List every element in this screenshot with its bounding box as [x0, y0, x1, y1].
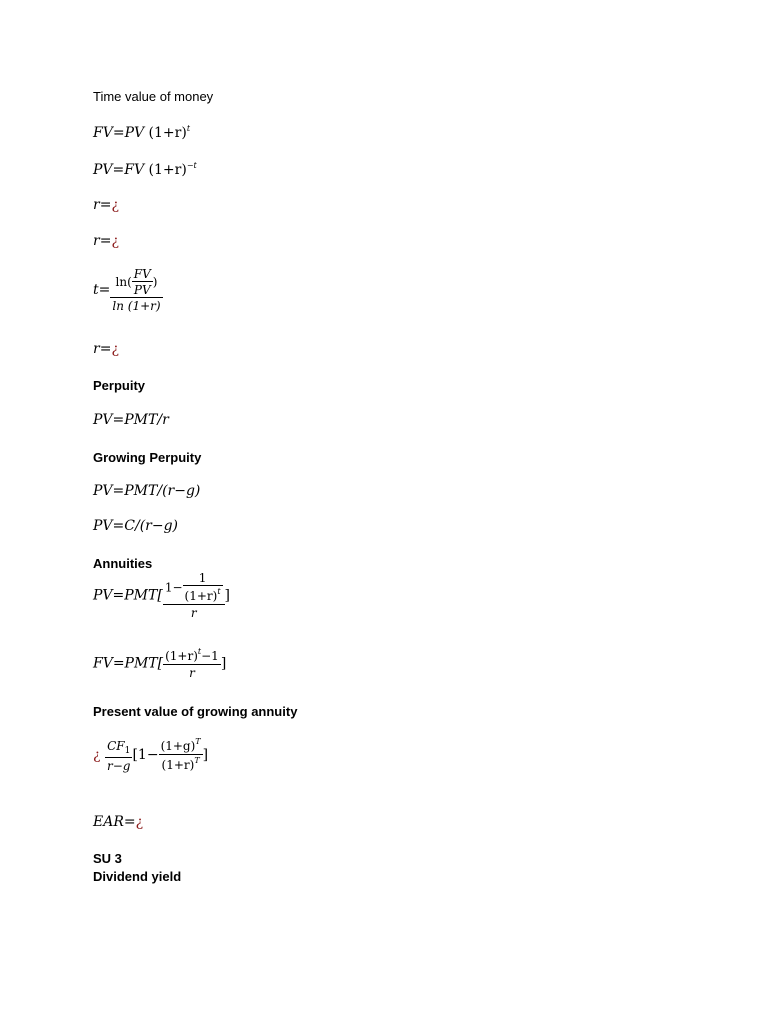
- equation-rate-1: r=¿: [93, 197, 119, 213]
- equation-time: t= ln( $\frac{FV}{PV}$ ) ln (1+r): [93, 267, 161, 313]
- equation-future-value: FV=PV $(1+r)^t$: [93, 124, 191, 141]
- heading-time-value-of-money: Time value of money: [93, 89, 214, 104]
- heading-perpuity: Perpuity: [93, 378, 146, 393]
- heading-annuities: Annuities: [93, 556, 153, 571]
- equation-perpuity: PV=PMT/r: [93, 412, 169, 428]
- equation-growing-annuity: ¿ $\frac{CF_1}{r-g}$ [1− $\frac{(1+g)^T}{(1+r)^T}$ ]: [93, 737, 209, 773]
- equation-rate-2: r=¿: [93, 233, 119, 249]
- heading-su-3: SU 3: [93, 851, 122, 866]
- equation-rate-3: r=¿: [93, 341, 119, 357]
- heading-dividend-yield: Dividend yield: [93, 869, 182, 884]
- equation-growing-perpuity-c: PV=C/(r−g): [93, 518, 178, 534]
- heading-present-value-growing-annuity: Present value of growing annuity: [93, 704, 298, 719]
- equation-annuity-future-value: FV=PMT[ $\frac{(1+r)^t-1}{r}$ ]: [93, 647, 227, 680]
- equation-effective-annual-rate: EAR=¿: [93, 814, 144, 830]
- equation-annuity-present-value: PV=PMT[ 1− $\frac{1}{(1+r)^t}$ r ]: [93, 571, 231, 620]
- equation-present-value: PV=FV $(1+r)^{-t}$: [93, 161, 197, 178]
- equation-growing-perpuity-pmt: PV=PMT/(r−g): [93, 483, 201, 499]
- heading-growing-perpuity: Growing Perpuity: [93, 450, 202, 465]
